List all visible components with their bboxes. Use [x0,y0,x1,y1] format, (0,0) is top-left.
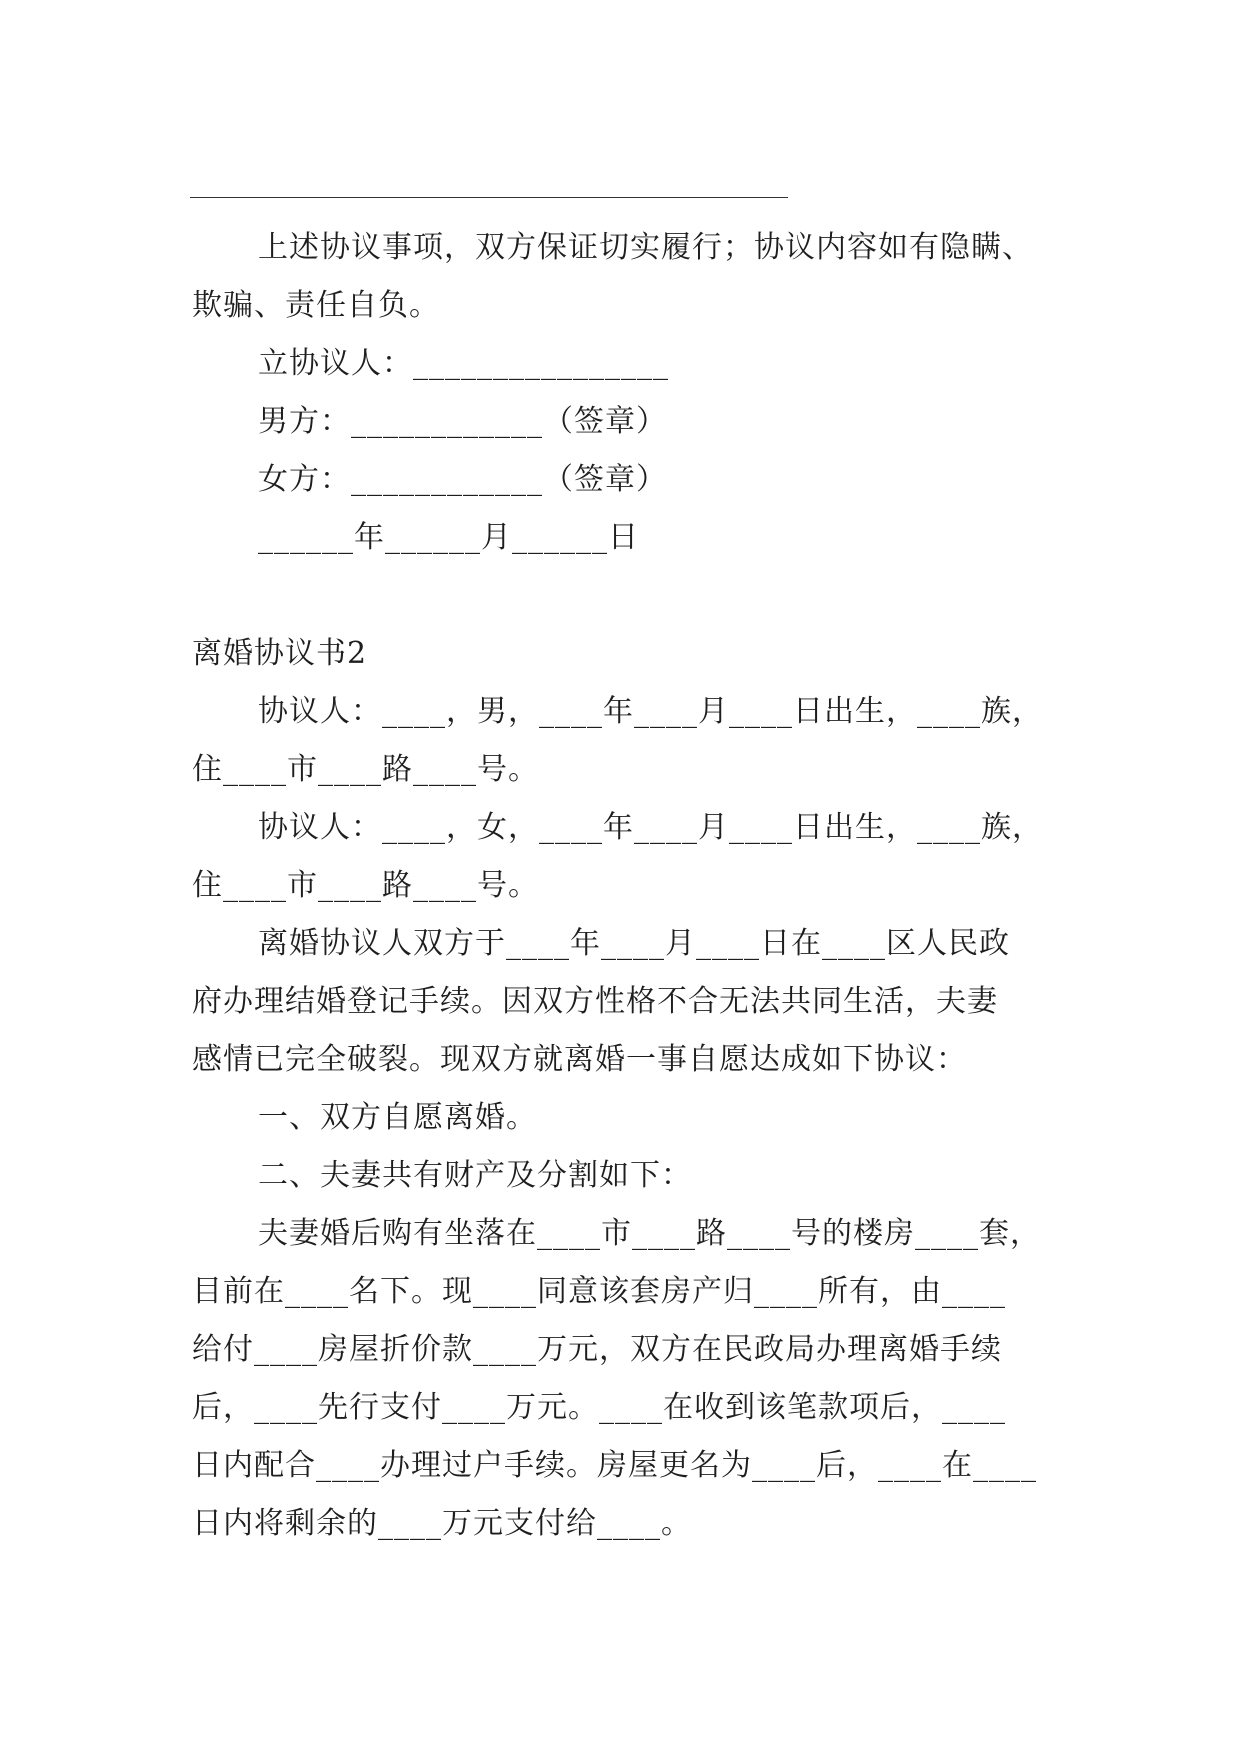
property-paragraph-cont-4: 日内配合____办理过户手续。房屋更名为____后，____在____ [192,1448,1037,1483]
clause-2-heading: 二、夫妻共有财产及分割如下： [258,1158,692,1193]
party-female-info: 协议人：____，女，____年____月____日出生，____族， [258,810,1043,845]
property-paragraph-cont-1: 目前在____名下。现____同意该套房产归____所有，由____ [192,1274,1006,1309]
agreement-closing-paragraph-cont: 欺骗、责任自负。 [192,288,440,323]
property-paragraph: 夫妻婚后购有坐落在____市____路____号的楼房____套， [258,1216,1041,1251]
property-paragraph-cont-5: 日内将剩余的____万元支付给____。 [192,1506,692,1541]
date-line: ______年______月______日 [258,520,639,555]
top-divider-line [190,197,788,198]
section-title: 离婚协议书2 [192,636,368,671]
marriage-registration-paragraph-cont-2: 感情已完全破裂。现双方就离婚一事自愿达成如下协议： [192,1042,967,1077]
party-male-info: 协议人：____，男，____年____月____日出生，____族， [258,694,1043,729]
female-signature-line: 女方：____________（签章） [258,462,667,497]
property-paragraph-cont-2: 给付____房屋折价款____万元，双方在民政局办理离婚手续 [192,1332,1002,1367]
clause-1: 一、双方自愿离婚。 [258,1100,537,1135]
male-signature-line: 男方：____________（签章） [258,404,667,439]
signatory-line: 立协议人：________________ [258,346,669,381]
property-paragraph-cont-3: 后，____先行支付____万元。____在收到该笔款项后，____ [192,1390,1006,1425]
agreement-closing-paragraph: 上述协议事项，双方保证切实履行；协议内容如有隐瞒、 [258,230,1033,265]
marriage-registration-paragraph: 离婚协议人双方于____年____月____日在____区人民政 [258,926,1010,961]
party-female-address: 住____市____路____号。 [192,868,539,903]
party-male-address: 住____市____路____号。 [192,752,539,787]
marriage-registration-paragraph-cont-1: 府办理结婚登记手续。因双方性格不合无法共同生活，夫妻 [192,984,998,1019]
